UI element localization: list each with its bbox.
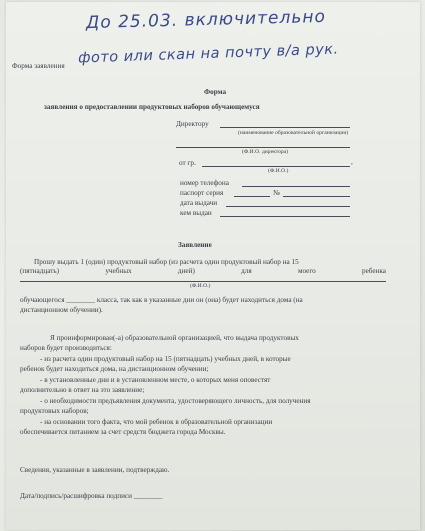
phone-field-line[interactable] bbox=[242, 186, 350, 187]
info-item-2b: дополнительно в ответ на это заявление; bbox=[20, 386, 145, 394]
handwritten-note-line-1: До 25.03. включительно bbox=[85, 6, 327, 34]
info-item-4a: - на основании того факта, что мой ребенок в образовательной организации bbox=[40, 418, 273, 426]
form-label: Форма заявления bbox=[12, 62, 65, 70]
request-line-1: Прошу выдать 1 (один) продуктовый набор (из расчета один продуктовый набор на 15 bbox=[34, 258, 299, 266]
handwritten-note-line-2: фото или скан на почту в/а рук. bbox=[77, 41, 339, 67]
info-item-4b: обеспечивается питанием за счет средств бюджета города Москвы. bbox=[20, 428, 226, 436]
child-fio-line[interactable] bbox=[20, 281, 386, 282]
request-word-days: дней) bbox=[177, 267, 195, 275]
org-caption: (наименование образовательной организации) bbox=[238, 130, 349, 136]
request-line-3: обучающегося ________ класса, так как в указанные дни он (она) будет находиться дома (на bbox=[20, 296, 303, 304]
info-item-1b: ребенок будет находиться дома, на дистанционном обучении; bbox=[20, 365, 209, 373]
request-word-academic: учебных bbox=[105, 267, 132, 275]
info-intro-1: Я проинформирован(-а) образовательной организацией, что выдача продуктовых bbox=[50, 334, 299, 342]
title-form: Форма bbox=[204, 88, 227, 96]
org-field-line[interactable] bbox=[176, 147, 350, 148]
from-comma: , bbox=[351, 158, 353, 166]
passport-label: паспорт серия bbox=[180, 189, 224, 197]
from-field-line[interactable] bbox=[202, 166, 350, 167]
passport-number-sign: № bbox=[273, 189, 280, 197]
director-fio-caption: (Ф.И.О. директора) bbox=[242, 149, 289, 155]
request-word-child: ребенка bbox=[362, 267, 386, 275]
info-intro-2: наборов будет производиться: bbox=[20, 344, 112, 352]
info-item-3a: - о необходимости предъявления документа, удостоверяющего личность, для получения bbox=[40, 397, 311, 405]
signature-line[interactable]: Дата/подпись/расшифровка подписи ________ bbox=[20, 492, 163, 500]
request-word-fifteen: (пятнадцать) bbox=[20, 267, 60, 275]
request-line-4: дистанционном обучении). bbox=[20, 306, 103, 314]
request-line-2 bbox=[20, 267, 386, 276]
confirmation-text: Сведения, указанные в заявлении, подтверждаю. bbox=[20, 466, 170, 474]
issue-date-line[interactable] bbox=[226, 206, 350, 207]
issued-by-line[interactable] bbox=[220, 216, 350, 217]
info-item-2a: - в установленные дни и в установленном месте, о которых меня оповестят bbox=[40, 376, 271, 384]
info-item-3b: продуктовых наборов; bbox=[20, 407, 89, 415]
passport-number-line[interactable] bbox=[283, 196, 350, 197]
statement-heading: Заявление bbox=[178, 241, 212, 249]
child-fio-caption: (Ф.И.О.) bbox=[190, 283, 211, 289]
issued-by-label: кем выдан bbox=[180, 209, 212, 217]
from-label: от гр. bbox=[179, 159, 196, 167]
request-word-for: для bbox=[241, 267, 252, 275]
title-application: заявления о предоставлении продуктовых наборов обучающемуся bbox=[44, 103, 260, 111]
info-item-1a: - из расчета один продуктовый набор на 15 (пятнадцать) учебных дней, в которые bbox=[40, 355, 291, 363]
issue-date-label: дата выдачи bbox=[180, 199, 218, 207]
passport-series-line[interactable] bbox=[234, 196, 270, 197]
application-form-sheet bbox=[6, 2, 420, 530]
request-word-my: моего bbox=[297, 267, 316, 275]
applicant-fio-caption: (Ф.И.О.) bbox=[268, 168, 289, 174]
director-label: Директору bbox=[176, 120, 209, 128]
phone-label: номер телефона bbox=[180, 179, 229, 187]
director-field-line[interactable] bbox=[220, 127, 350, 128]
